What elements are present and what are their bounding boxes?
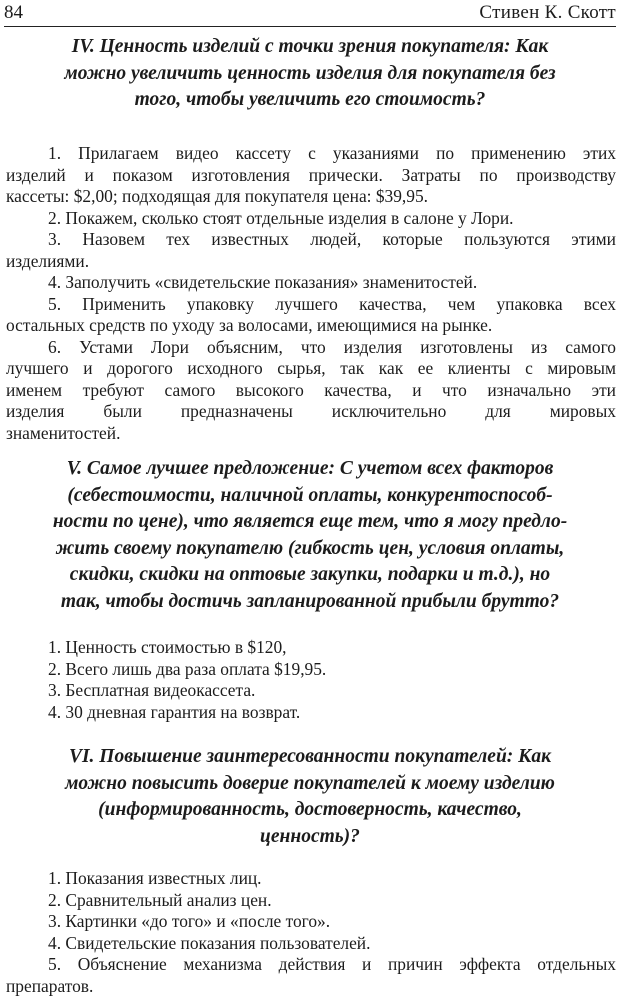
text-line: 2. Покажем, сколько стоят отдельные изделия в салоне у Лори.	[48, 207, 514, 228]
heading-line: так, чтобы достичь запланированной прибыли брутто?	[60, 590, 560, 612]
text-line: остальных средств по уходу за волосами, имеющимися на рынке.	[6, 315, 493, 335]
heading-line: (себестоимости, наличной оплаты, конкурентоспособ-	[67, 484, 553, 506]
list-item: 4. 30 дневная гарантия на возврат.	[48, 701, 301, 722]
text-line: 5. Объяснение механизма действия и причин эффекта отдельных	[48, 954, 616, 974]
section-5-list	[6, 637, 616, 723]
heading-line: скидки, скидки на оптовые закупки, подарки и т.д.), но	[69, 564, 551, 585]
text-line: знаменитостей.	[6, 422, 121, 443]
list-item: 2. Всего лишь два раза оплата $19,95.	[48, 658, 327, 679]
heading-line: можно повысить доверие покупателей к моему изделию	[65, 772, 555, 794]
page-number: 84	[4, 2, 23, 23]
text-line: 1. Прилагаем видео кассету с указаниями по применению этих	[48, 143, 616, 163]
list-item: 3. Картинки «до того» и «после того».	[48, 911, 331, 931]
text-line: кассеты: $2,00; подходящая для покупателя цена: $39,95.	[6, 186, 429, 206]
text-line: лучшего и дорогого исходного сырья, так как ее клиенты с мировым	[6, 358, 616, 378]
section-4-heading	[6, 34, 614, 114]
section-6-last-item	[6, 954, 616, 997]
text-line: 4. Заполучить «свидетельские показания» знаменитостей.	[48, 272, 478, 292]
text-line: именем требуют самого высокого качества, и что изначально эти	[6, 379, 616, 400]
text-line: изделия были предназначены исключительно для мировых	[6, 401, 616, 421]
heading-line: IV. Ценность изделий с точки зрения покупателя: Как	[71, 36, 549, 57]
section-6-list	[6, 868, 616, 954]
text-line: 5. Применить упаковку лучшего качества, чем упаковка всех	[48, 293, 616, 314]
list-item: 1. Показания известных лиц.	[48, 868, 262, 888]
running-header	[4, 0, 616, 26]
list-item: 1. Ценность стоимостью в $120,	[48, 637, 287, 657]
section-5-heading	[6, 456, 614, 615]
heading-line: можно увеличить ценность изделия для покупателя без	[64, 62, 556, 84]
text-line: изделиями.	[6, 250, 90, 271]
heading-line: VI. Повышение заинтересованности покупателей: Как	[68, 746, 552, 767]
text-line: изделий и показом изготовления прически. Затраты по производству	[6, 164, 616, 185]
list-item: 3. Бесплатная видеокассета.	[48, 680, 256, 700]
running-header-author: Стивен К. Скотт	[479, 2, 616, 23]
heading-line: того, чтобы увеличить его стоимость?	[134, 89, 486, 110]
list-item: 4. Свидетельские показания пользователей.	[48, 932, 371, 953]
text-line: препаратов.	[6, 975, 94, 996]
heading-line: жить своему покупателю (гибкость цен, условия оплаты,	[55, 537, 565, 559]
heading-line: (информированность, достоверность, качество,	[98, 799, 522, 820]
heading-line: V. Самое лучшее предложение: С учетом всех факторов	[66, 458, 554, 479]
heading-line: ности по цене), что является еще тем, что я могу предло-	[52, 511, 568, 532]
section-6-heading	[6, 744, 614, 850]
heading-line: ценность)?	[260, 825, 360, 847]
section-4-body	[6, 143, 616, 444]
list-item: 2. Сравнительный анализ цен.	[48, 889, 272, 910]
header-rule	[4, 26, 616, 27]
text-line: 6. Устами Лори объясним, что изделия изготовлены из самого	[48, 336, 616, 357]
text-line: 3. Назовем тех известных людей, которые пользуются этими	[48, 229, 616, 249]
